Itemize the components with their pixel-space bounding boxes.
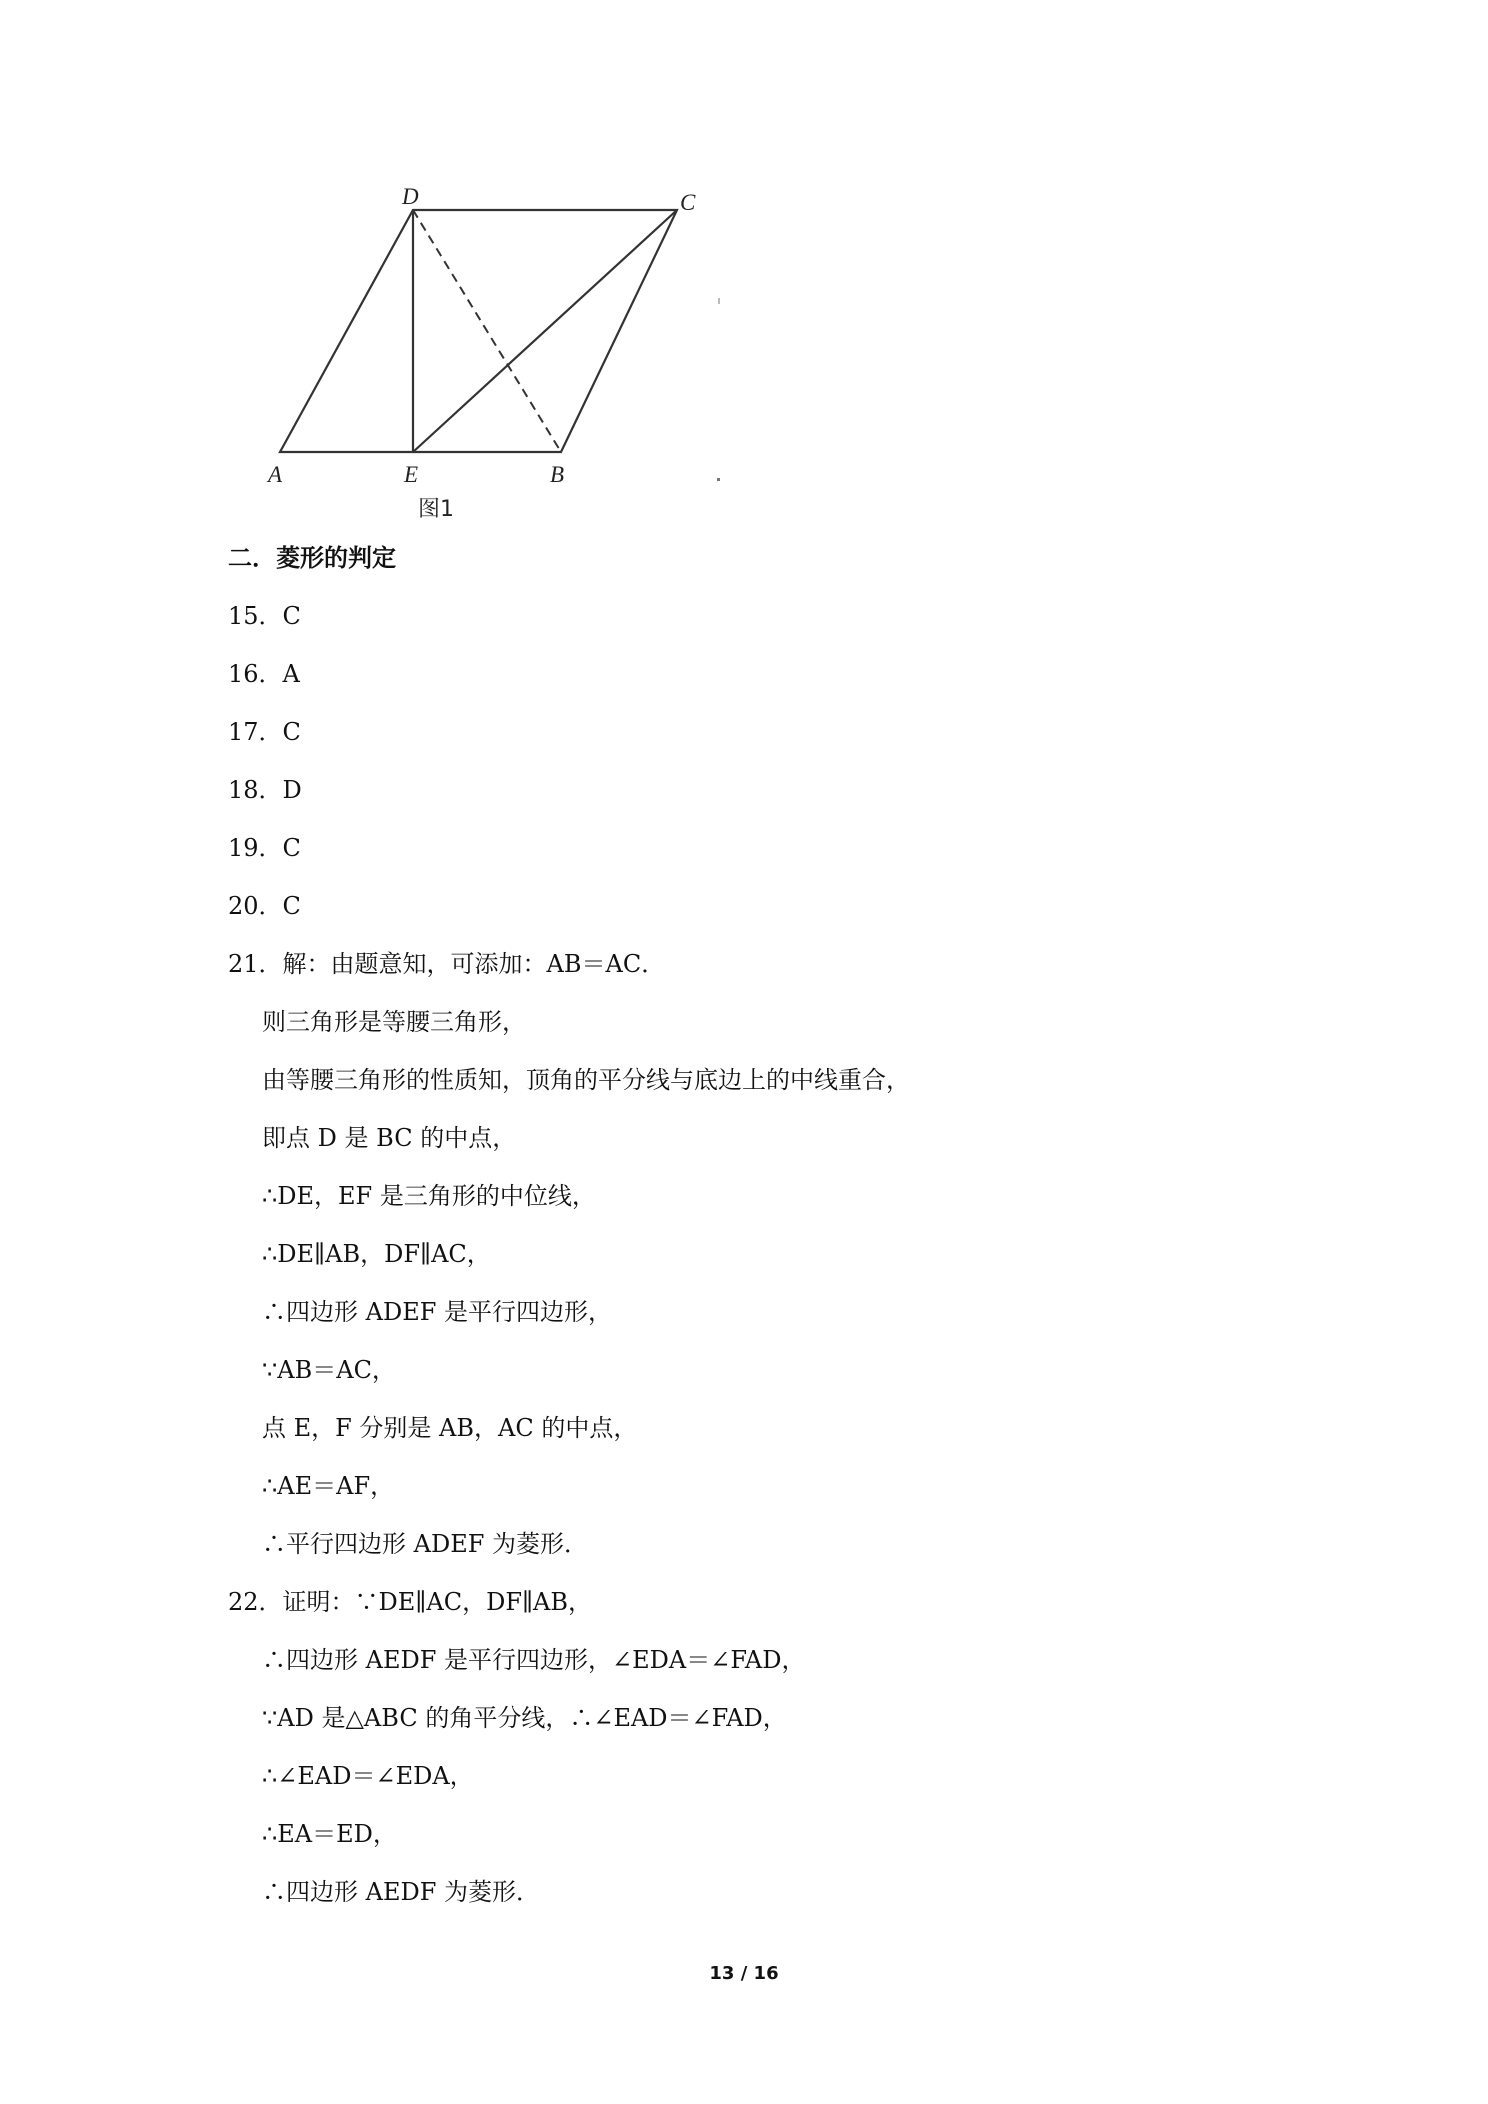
point-label-b: B [550, 462, 565, 487]
parallelogram-abcd [280, 210, 677, 452]
answer-15: 15．C [228, 602, 301, 630]
solution-line: ∴DE∥AB，DF∥AC， [262, 1240, 491, 1268]
solution-line: ∴DE，EF 是三角形的中位线， [262, 1182, 596, 1210]
solution-line: ∵AB＝AC， [262, 1356, 396, 1384]
scan-speck [718, 298, 720, 304]
solution-line: 由等腰三角形的性质知，顶角的平分线与底边上的中线重合， [262, 1066, 910, 1094]
solution-line: 即点 D 是 BC 的中点， [262, 1124, 517, 1152]
answer-19: 19．C [228, 834, 301, 862]
point-label-c: C [680, 190, 696, 215]
proof-line: ∴四边形 AEDF 是平行四边形，∠EDA＝∠FAD， [262, 1646, 806, 1674]
scan-speck [717, 478, 720, 481]
parallelogram-diagram [260, 180, 740, 530]
segment-ec [413, 210, 677, 452]
proof-line: ∴EA＝ED， [262, 1820, 397, 1848]
answer-16: 16．A [228, 660, 300, 688]
proof-22-heading: 22．证明：∵DE∥AC，DF∥AB， [228, 1588, 593, 1616]
point-label-a: A [268, 462, 283, 487]
proof-line: ∵AD 是△ABC 的角平分线，∴∠EAD＝∠FAD， [262, 1704, 787, 1732]
solution-line: ∴平行四边形 ADEF 为菱形． [262, 1530, 589, 1558]
solution-21-heading: 21．解：由题意知，可添加：AB＝AC． [228, 950, 666, 978]
point-label-d: D [402, 184, 419, 209]
point-label-e: E [404, 462, 419, 487]
proof-line: ∴四边形 AEDF 为菱形． [262, 1878, 541, 1906]
solution-line: 点 E，F 分别是 AB，AC 的中点， [262, 1414, 638, 1442]
answer-17: 17．C [228, 718, 301, 746]
answer-20: 20．C [228, 892, 301, 920]
page-number: 13 / 16 [709, 1963, 779, 1984]
section-title: 二．菱形的判定 [228, 544, 396, 572]
solution-line: 则三角形是等腰三角形， [262, 1008, 526, 1036]
solution-line: ∴AE＝AF， [262, 1472, 395, 1500]
proof-line: ∴∠EAD＝∠EDA， [262, 1762, 474, 1790]
segment-db-dashed [413, 210, 561, 452]
figure-1 [260, 180, 740, 530]
answer-18: 18．D [228, 776, 302, 804]
solution-line: ∴四边形 ADEF 是平行四边形， [262, 1298, 613, 1326]
figure-caption: 图1 [418, 497, 454, 522]
